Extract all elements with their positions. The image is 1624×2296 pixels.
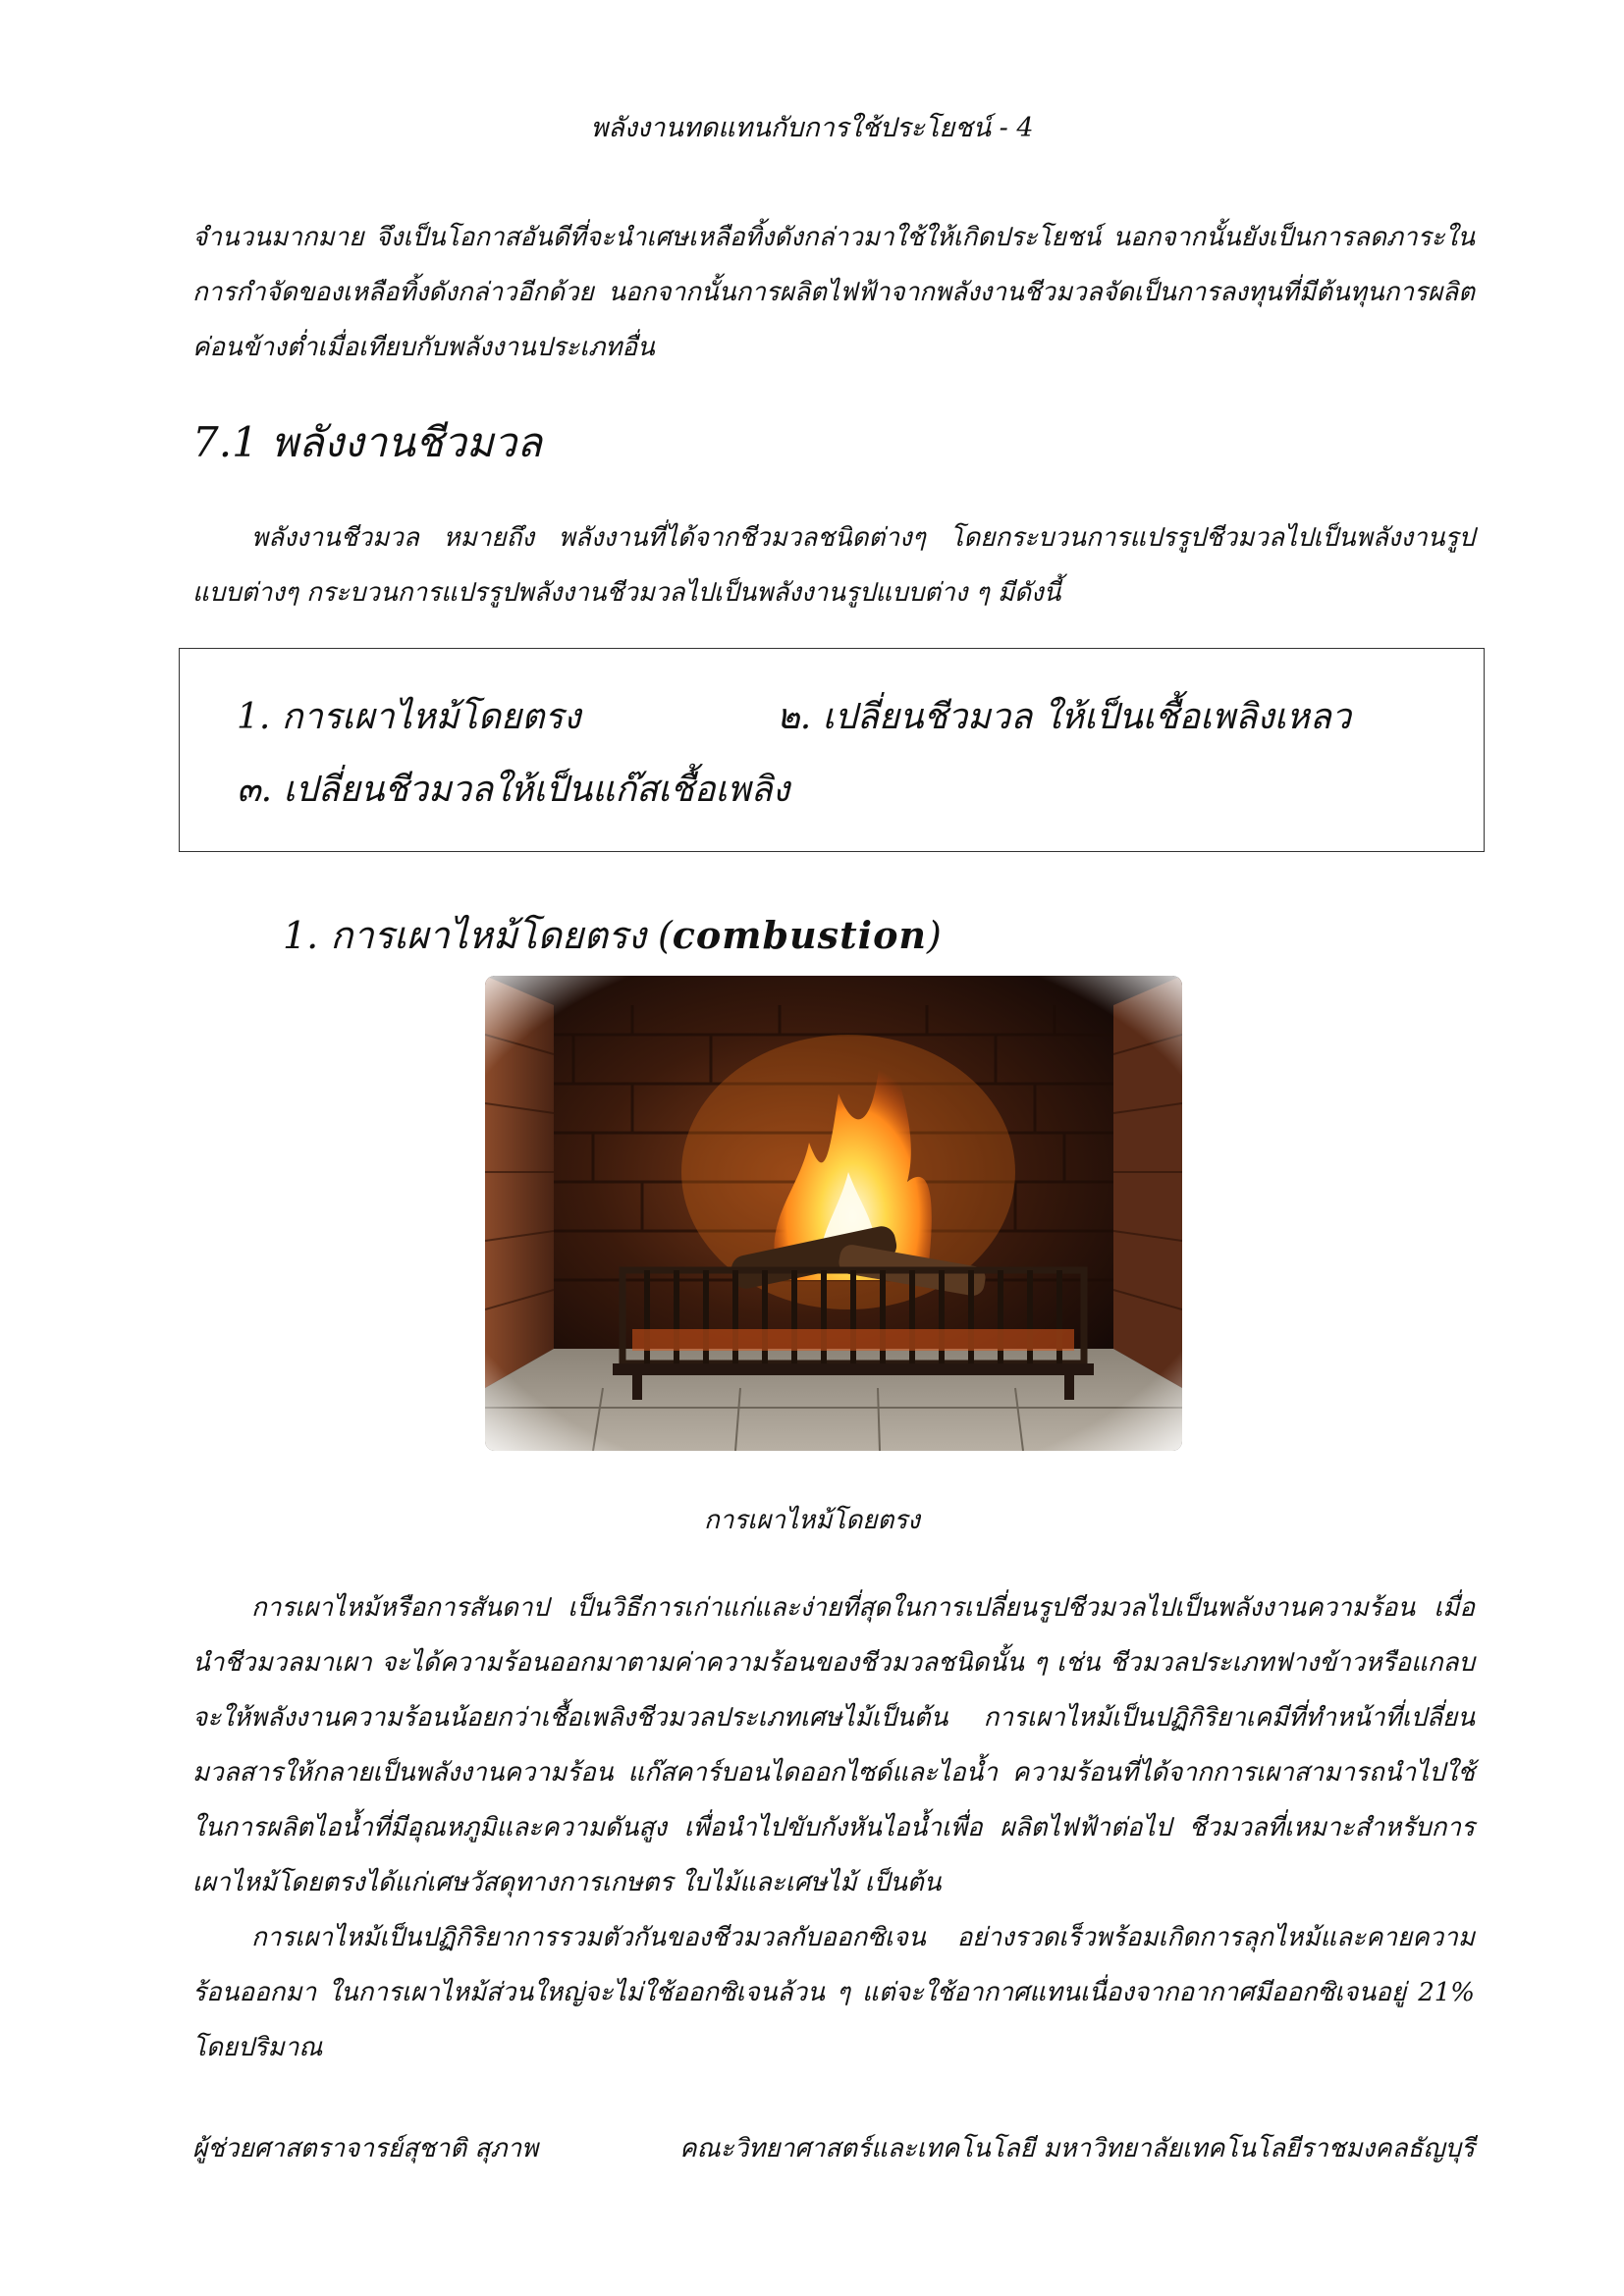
body-paragraph-2: การเผาไหม้เป็นปฏิกิริยาการรวมตัวกันของชีวมวลกับออกซิเจน อย่างรวดเร็วพร้อมเกิดการลุกไหม้และคายความร้อนออกมา ในการเผาไหม้ส่วนใหญ่จะไม่ใช้ออกซิเจนล้วน ๆ แต่จะใช้อากาศแทนเนื่องจากอากาศมีออกซิเจนอยู่ 21% โดยปริมาณ (192, 1923, 1475, 2062)
intro-paragraph: จำนวนมากมาย จึงเป็นโอกาสอันดีที่จะนำเศษเหลือทิ้งดังกล่าวมาใช้ให้เกิดประโยชน์ นอกจากนั้นยังเป็นการลดภาระในการกำจัดของเหลือทิ้งดังกล่าวอีกด้วย นอกจากนั้นการผลิตไฟฟ้าจากพลังงานชีวมวลจัดเป็นการลงทุนที่มีต้นทุนการผลิตค่อนข้างต่ำเมื่อเทียบกับพลังงานประเภทอื่น (192, 223, 1475, 362)
body-paragraph-1: การเผาไหม้หรือการสันดาป เป็นวิธีการเก่าแก่และง่ายที่สุดในการเปลี่ยนรูปชีวมวลไปเป็นพลังงานความร้อน เมื่อนำชีวมวลมาเผา จะได้ความร้อนออกมาตามค่าความร้อนของชีวมวลชนิดนั้น ๆ เช่น ชีวมวลประเภทฟางข้าวหรือแกลบจะให้พลังงานความร้อนน้อยกว่าเชื้อเพลิงชีวมวลประเภทเศษไม้เป็นต้น การเผาไหม้เป็นปฏิกิริยาเคมีที่ทำหน้าที่เปลี่ยนมวลสารให้กลายเป็นพลังงานความร้อน แก๊สคาร์บอนไดออกไซด์และไอน้ำ ความร้อนที่ได้จากการเผาสามารถนำไปใช้ในการผลิตไอน้ำที่มีอุณหภูมิและความดันสูง เพื่อนำไปขับกังหันไอน้ำเพื่อ ผลิตไฟฟ้าต่อไป ชีวมวลที่เหมาะสำหรับการเผาไหม้โดยตรงได้แก่เศษวัสดุทางการเกษตร ใบไม้และเศษไม้ เป็นต้น (192, 1593, 1475, 1897)
fireplace-photo (485, 976, 1182, 1451)
page-header: พลังงานทดแทนกับการใช้ประโยชน์ - 4 (590, 113, 1034, 143)
figure-caption: การเผาไหม้โดยตรง (703, 1506, 920, 1535)
footer-institution: คณะวิทยาศาสตร์และเทคโนโลยี มหาวิทยาลัยเทคโนโลยีราชมงคลธัญบุรี (679, 2134, 1475, 2163)
subsection-heading-close: ) (927, 914, 942, 957)
footer-author: ผู้ช่วยศาสตราจารย์สุชาติ สุภาพ (192, 2134, 539, 2163)
methods-box (179, 648, 1485, 852)
subsection-heading (283, 905, 942, 965)
subsection-heading-latin: combustion (672, 913, 928, 957)
section-definition: พลังงานชีวมวล หมายถึง พลังงานที่ได้จากชีวมวลชนิดต่างๆ โดยกระบวนการแปรรูปชีวมวลไปเป็นพลังงานรูปแบบต่างๆ กระบวนการแปรรูปพลังงานชีวมวลไปเป็นพลังงานรูปแบบต่าง ๆ มีดังนี้ (192, 523, 1475, 608)
method-item-3: ๓. เปลี่ยนชีวมวลให้เป็นแก๊สเชื้อเพลิง (237, 770, 790, 810)
section-heading: 7.1 พลังงานชีวมวล (192, 418, 542, 466)
method-item-2: ๒. เปลี่ยนชีวมวล ให้เป็นเชื้อเพลิงเหลว (777, 697, 1352, 737)
method-item-1: 1. การเผาไหม้โดยตรง (237, 697, 581, 737)
subsection-heading-thai: 1. การเผาไหม้โดยตรง ( (283, 914, 673, 957)
